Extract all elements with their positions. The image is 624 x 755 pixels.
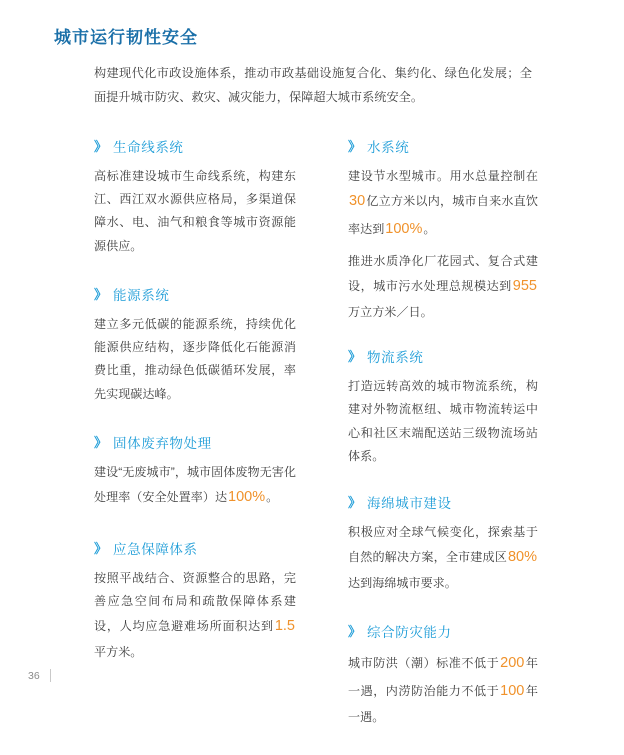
content-block [94, 284, 296, 406]
page-intro: 构建现代化市政设施体系，推动市政基础设施复合化、集约化、绿色化发展；全面提升城市防灾、救灾、减灾能力，保障超大城市系统安全。 [94, 66, 532, 104]
content-block-title: 综合防灾能力 [367, 625, 452, 641]
highlighted-value: 30 [349, 193, 366, 210]
double-chevron-icon: 》 [94, 540, 107, 556]
content-paragraph [94, 461, 296, 512]
page-title: 城市运行韧性安全 [54, 28, 198, 47]
paragraph-text: 年一遇。 [348, 684, 538, 724]
page-number: 36 [28, 669, 40, 682]
content-paragraph [348, 165, 538, 244]
content-block [348, 621, 538, 729]
content-block-body [94, 567, 296, 664]
right-column [312, 136, 624, 755]
paragraph-text: 城市防洪（潮）标准不低于 [348, 656, 500, 671]
paragraph-text: 达到海绵城市要求。 [348, 576, 457, 591]
content-columns [0, 136, 624, 755]
page-footer [28, 669, 51, 682]
highlighted-value: 955 [512, 278, 537, 295]
content-block-title: 能源系统 [113, 287, 170, 303]
content-block-body [348, 650, 538, 729]
double-chevron-icon: 》 [348, 349, 361, 365]
double-chevron-icon: 》 [348, 139, 361, 154]
content-block-title: 应急保障体系 [113, 541, 198, 557]
paragraph-text: 建设“无废城市”，城市固体废物无害化处理率（安全处置率）达 [94, 464, 296, 504]
content-block-header [94, 136, 296, 156]
content-block-body [348, 521, 538, 595]
content-block [348, 136, 538, 324]
content-block-header [348, 492, 538, 512]
content-paragraph [94, 313, 296, 406]
left-column [0, 136, 312, 755]
content-block-header [348, 136, 538, 156]
paragraph-text: 年一遇，内涝防治能力不低于 [348, 656, 538, 699]
highlighted-value: 1.5 [274, 618, 295, 635]
content-paragraph [348, 250, 538, 324]
content-block-title: 水系统 [367, 140, 410, 155]
paragraph-text: 平方米。 [94, 645, 143, 660]
double-chevron-icon: 》 [348, 624, 361, 640]
highlighted-value: 200 [500, 655, 525, 672]
content-block-title: 生命线系统 [113, 140, 184, 155]
double-chevron-icon: 》 [94, 139, 107, 154]
paragraph-text: 积极应对全球气候变化，探索基于自然的解决方案，全市建成区 [348, 525, 538, 565]
content-block [94, 136, 296, 258]
double-chevron-icon: 》 [94, 286, 107, 302]
content-block-title: 固体废弃物处理 [113, 435, 212, 451]
content-block-body [348, 375, 538, 468]
content-paragraph [94, 567, 296, 664]
paragraph-text: 推进水质净化厂花园式、复合式建设，城市污水处理总规模达到 [348, 253, 538, 294]
paragraph-text: 亿立方米以内，城市自来水直饮率达到 [348, 194, 538, 237]
content-block-body [94, 313, 296, 406]
highlighted-value: 100% [228, 488, 266, 505]
highlighted-value: 100 [500, 683, 525, 700]
content-block-body [94, 165, 296, 258]
highlighted-value: 100% [385, 221, 423, 238]
content-paragraph [348, 521, 538, 595]
page-title-bar [54, 28, 198, 48]
content-paragraph [348, 375, 538, 468]
content-block-title: 物流系统 [367, 350, 424, 366]
content-block-header [94, 432, 296, 452]
paragraph-text: 建立多元低碳的能源系统，持续优化能源供应结构，逐步降低化石能源消费比重，推动绿色低碳循环发展，率先实现碳达峰。 [94, 316, 296, 401]
paragraph-text: 。 [423, 222, 436, 237]
paragraph-text: 高标准建设城市生命线系统，构建东江、西江双水源供应格局，多渠道保障水、电、油气和粮食等城市资源能源供应。 [94, 169, 296, 253]
content-block-header [348, 621, 538, 641]
content-block-body [348, 165, 538, 324]
content-paragraph [94, 165, 296, 258]
content-block-header [94, 538, 296, 558]
content-block [94, 538, 296, 664]
content-paragraph [348, 650, 538, 729]
content-block-header [94, 284, 296, 304]
footer-divider [50, 669, 51, 682]
paragraph-text: 打造远转高效的城市物流系统，构建对外物流枢纽、城市物流转运中心和社区末端配送站三级物流场站体系。 [348, 379, 538, 463]
content-block-body [94, 461, 296, 512]
content-block [348, 346, 538, 468]
highlighted-value: 80% [507, 549, 537, 566]
double-chevron-icon: 》 [94, 434, 107, 450]
content-block [348, 492, 538, 595]
paragraph-text: 万立方米／日。 [348, 304, 433, 319]
paragraph-text: 按照平战结合、资源整合的思路，完善应急空间布局和疏散保障体系建设，人均应急避难场所面积达到 [94, 570, 296, 634]
content-block-title: 海绵城市建设 [367, 496, 452, 512]
content-block [94, 432, 296, 512]
paragraph-text: 。 [266, 489, 279, 504]
content-block-header [348, 346, 538, 366]
double-chevron-icon: 》 [348, 495, 361, 511]
paragraph-text: 建设节水型城市。用水总量控制在 [348, 169, 538, 183]
